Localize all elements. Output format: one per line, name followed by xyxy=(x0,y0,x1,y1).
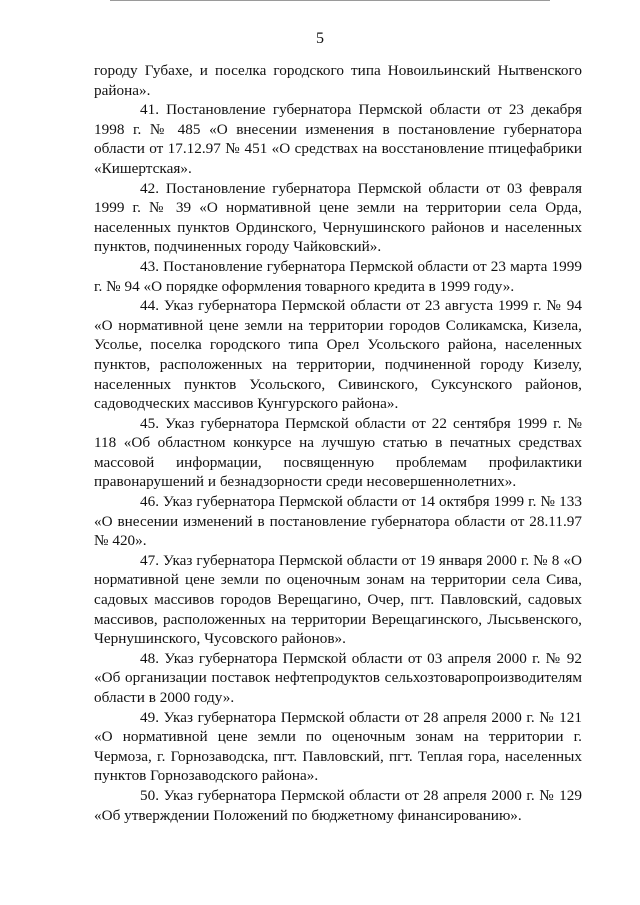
page-number: 5 xyxy=(316,30,324,47)
document-paragraph: 48. Указ губернатора Пермской области от 03 апреля 2000 г. № 92 «Об организации поставок нефтепродуктов сельхозтоваропроизводителям области в 2000 году». xyxy=(94,649,582,706)
top-edge-rule xyxy=(110,0,550,1)
document-paragraph: 42. Постановление губернатора Пермской области от 03 февраля 1999 г. № 39 «О нормативной цене земли на территории села Орда, населенных пунктов Ординского, Чернушинского районов и населенных пунктов, подчиненных городу Чайковский». xyxy=(94,179,582,256)
document-body xyxy=(94,61,582,825)
document-paragraph: 45. Указ губернатора Пермской области от 22 сентября 1999 г. № 118 «Об областном конкурсе на лучшую статью в печатных средствах массовой информации, посвященную проблемам профилактики правонарушений и безнадзорности среди несовершеннолетних». xyxy=(94,414,582,491)
document-paragraph: 44. Указ губернатора Пермской области от 23 августа 1999 г. № 94 «О нормативной цене земли на территории городов Соликамска, Кизела, Усолье, поселка городского типа Орел Усольского района, населенных пунктов, расположенных на территории, подчиненной городу Кизелу, населенных пунктов Усольского, Сивинского, Суксунского районов, садоводческих массивов Кунгурского района». xyxy=(94,297,582,413)
document-paragraph: 47. Указ губернатора Пермской области от 19 января 2000 г. № 8 «О нормативной цене земли по оценочным зонам на территории села Сива, садовых массивов городов Верещагино, Очер, пгт. Павловский, садовых массивов, расположенных на территории Верещагинского, Лысьвенского, Чернушинского, Чусовского районов». xyxy=(94,551,582,648)
document-paragraph: городу Губахе, и поселка городского типа Новоильинский Нытвенского района». xyxy=(94,62,582,99)
document-paragraph: 49. Указ губернатора Пермской области от 28 апреля 2000 г. № 121 «О нормативной цене земли по оценочным зонам на территории г. Чермоза, г. Горнозаводска, пгт. Павловский, пгт. Теплая гора, населенных пунктов Горнозаводского района». xyxy=(94,708,582,785)
document-paragraph: 41. Постановление губернатора Пермской области от 23 декабря 1998 г. № 485 «О внесении изменения в постановление губернатора области от 17.12.97 № 451 «О средствах на восстановление птицефабрики «Кишертская». xyxy=(94,101,582,177)
document-paragraph: 50. Указ губернатора Пермской области от 28 апреля 2000 г. № 129 «Об утверждении Положений по бюджетному финансированию». xyxy=(94,786,582,824)
document-paragraph: 46. Указ губернатора Пермской области от 14 октября 1999 г. № 133 «О внесении изменений в постановление губернатора области от 28.11.97 № 420». xyxy=(94,493,582,550)
document-paragraph: 43. Постановление губернатора Пермской области от 23 марта 1999 г. № 94 «О порядке оформления товарного кредита в 1999 году». xyxy=(94,257,582,295)
